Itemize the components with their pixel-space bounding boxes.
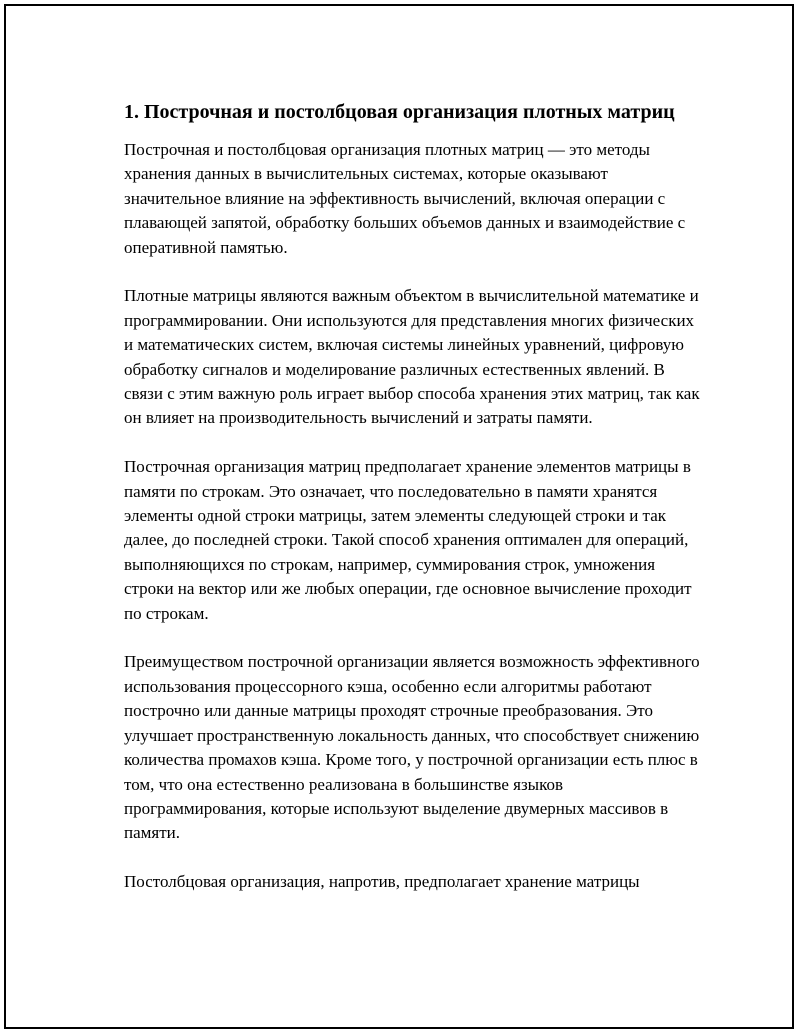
document-content xyxy=(124,98,704,895)
document-page xyxy=(4,4,794,1029)
paragraph: Преимуществом построчной организации является возможность эффективного использования процессорного кэша, особенно если алгоритмы работают построчно или данные матрицы проходят строчные преобразования. Это улучшает пространственную локальность данных, что способствует снижению количества промахов кэша. Кроме того, у построчной организации есть плюс в том, что она естественно реализована в большинстве языков программирования, которые используют выделение двумерных массивов в памяти. xyxy=(124,652,700,843)
paragraph: Построчная организация матриц предполагает хранение элементов матрицы в памяти по строкам. Это означает, что последовательно в памяти хранятся элементы одной строки матрицы, затем элементы следующей строки и так далее, до последней строки. Такой способ хранения оптимален для операций, выполняющихся по строкам, например, суммирования строк, умножения строки на вектор или же любых операции, где основное вычисление проходит по строкам. xyxy=(124,457,692,623)
paragraph: Построчная и постолбцовая организация плотных матриц — это методы хранения данных в вычислительных системах, которые оказывают значительное влияние на эффективность вычислений, включая операции с плавающей запятой, обработку больших объемов данных и взаимодействие с оперативной памятью. xyxy=(124,140,686,257)
paragraph: Постолбцовая организация, напротив, предполагает хранение матрицы xyxy=(124,872,640,892)
paragraph: Плотные матрицы являются важным объектом в вычислительной математике и программировании. Они используются для представления многих физических и математических систем, включая системы линейных уравнений, цифровую обработку сигналов и моделирование различных естественных явлений. В связи с этим важную роль играет выбор способа хранения этих матриц, так как он влияет на производительность вычислений и затраты памяти. xyxy=(124,286,700,428)
section-heading: 1. Построчная и постолбцовая организация плотных матриц xyxy=(124,101,675,123)
